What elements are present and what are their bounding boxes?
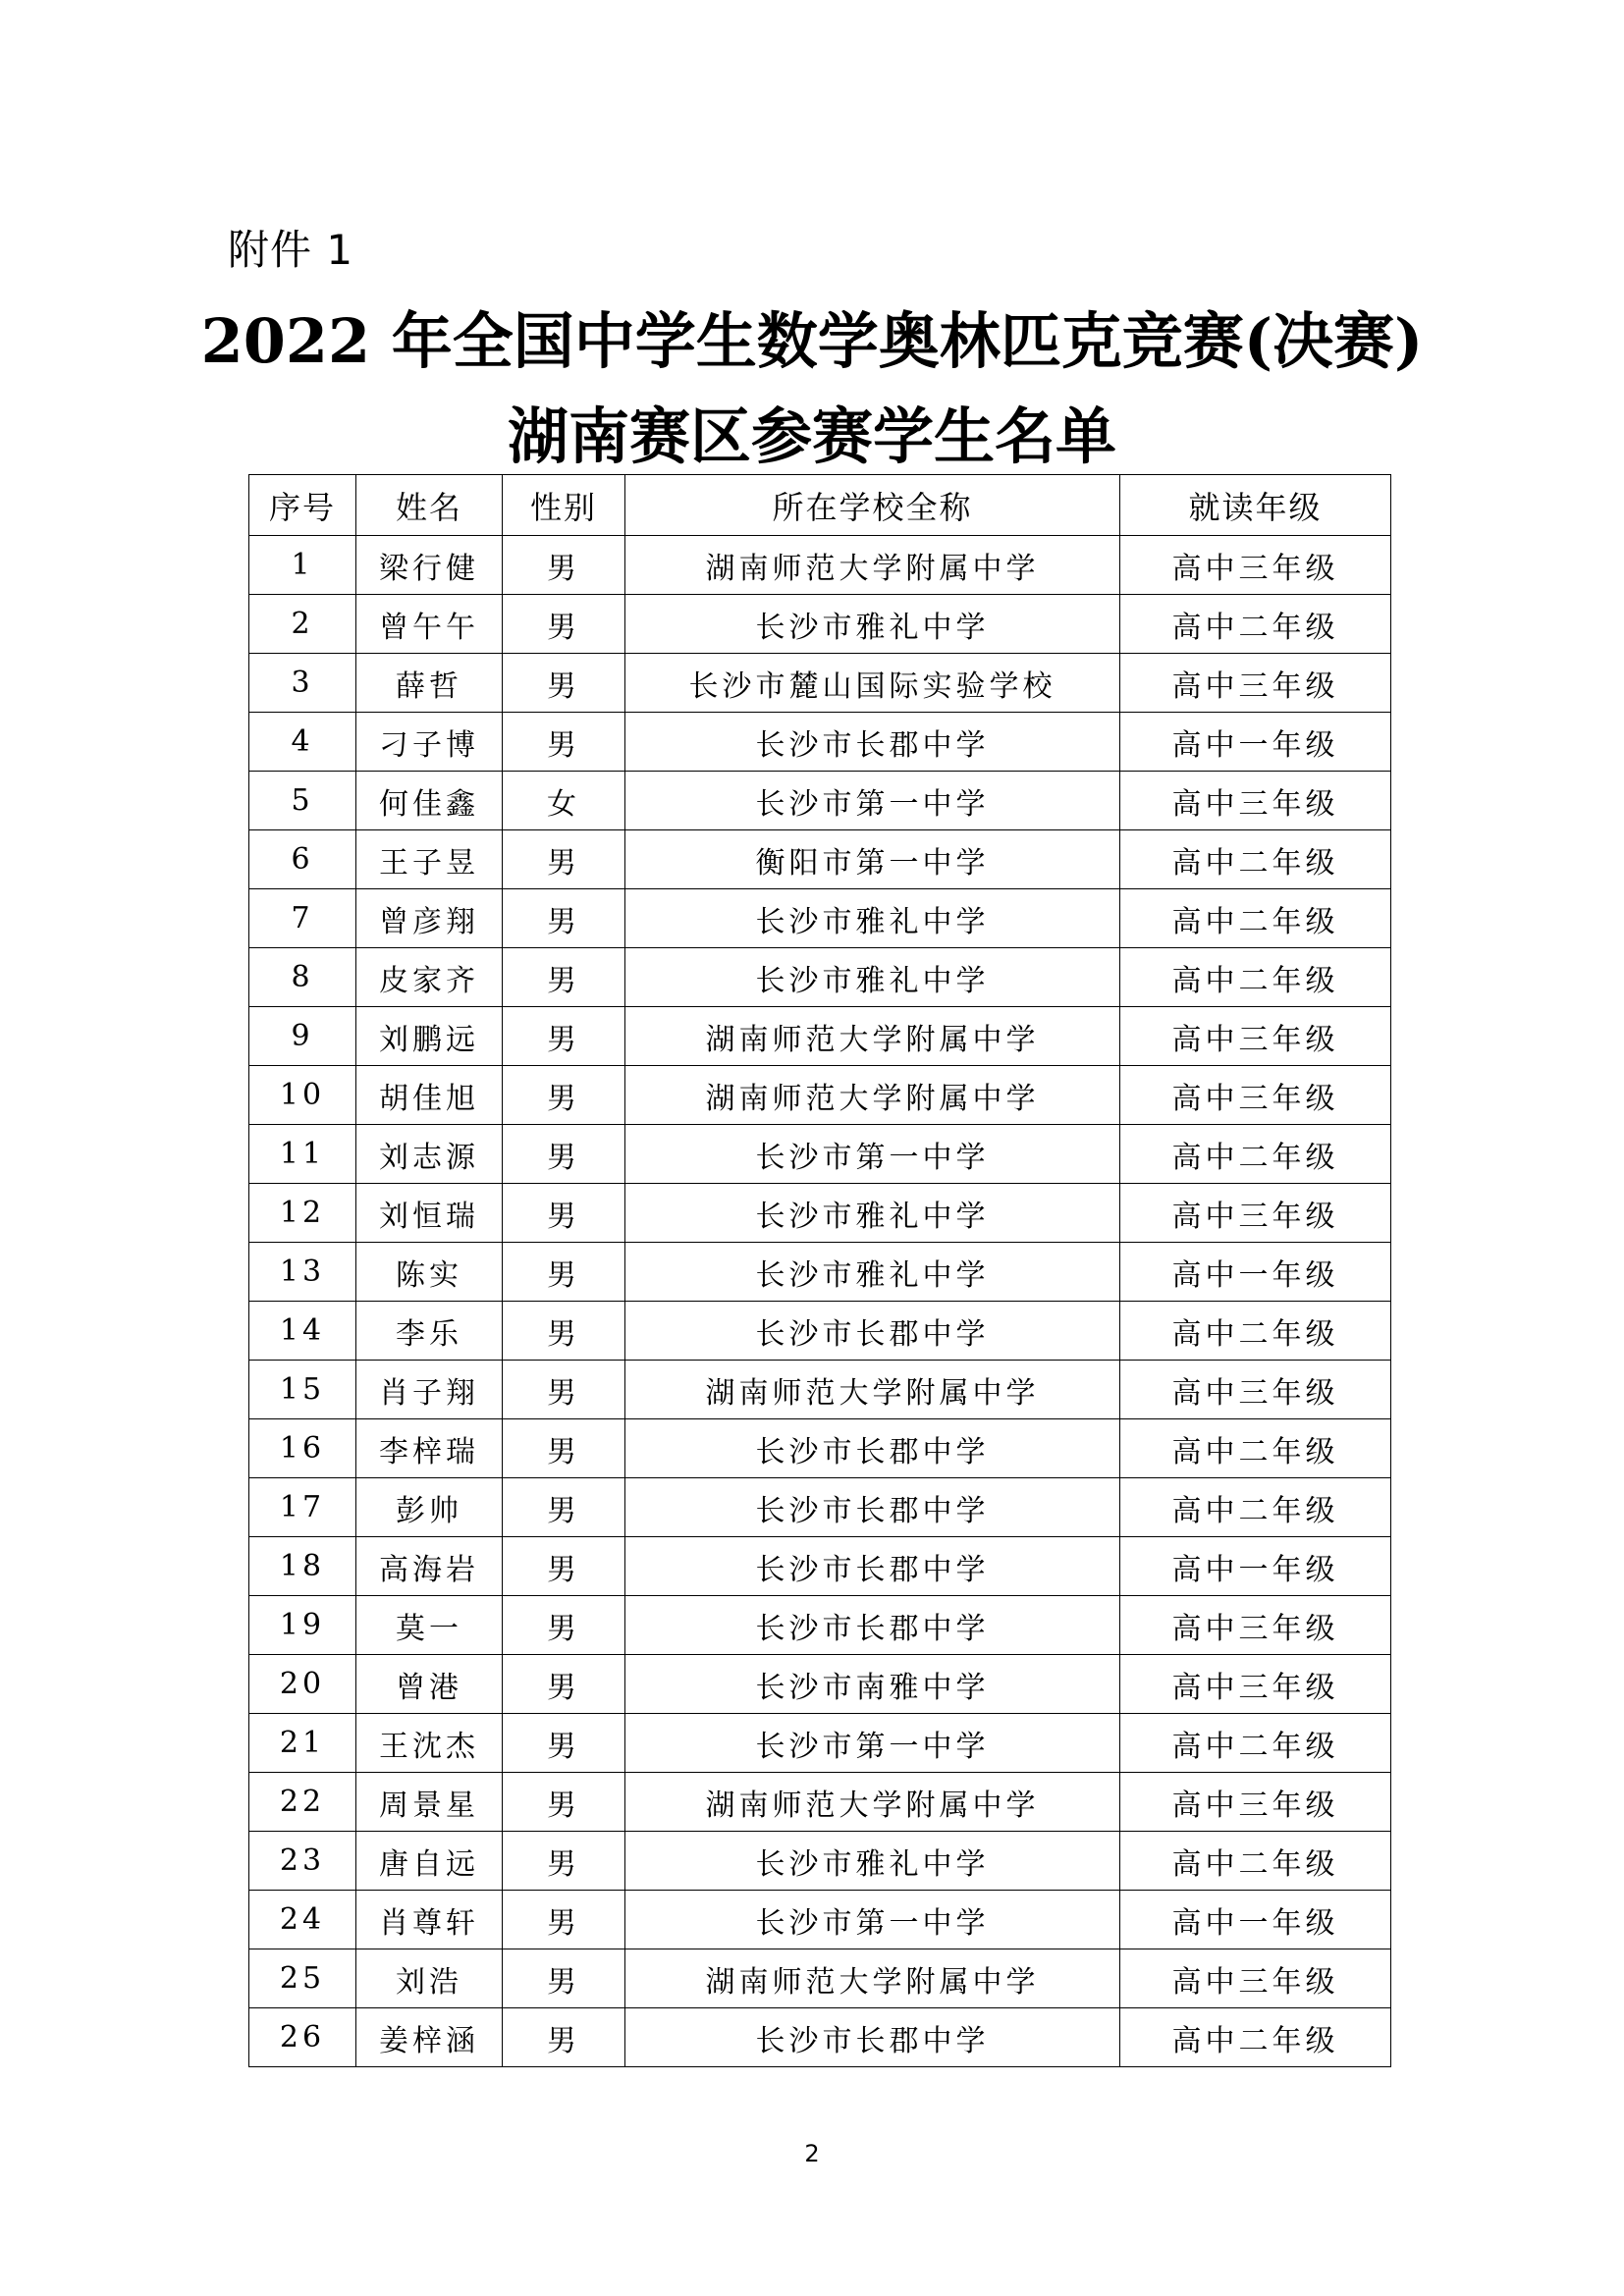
cell-name: 李梓瑞 [356, 1419, 503, 1478]
cell-name: 刘恒瑞 [356, 1184, 503, 1243]
cell-school: 湖南师范大学附属中学 [625, 1007, 1120, 1066]
cell-school: 湖南师范大学附属中学 [625, 536, 1120, 595]
cell-grade: 高中二年级 [1120, 1832, 1391, 1891]
cell-school: 湖南师范大学附属中学 [625, 1949, 1120, 2008]
cell-name: 刘志源 [356, 1125, 503, 1184]
table-row [249, 536, 1391, 595]
cell-school: 长沙市雅礼中学 [625, 889, 1120, 948]
cell-school: 长沙市麓山国际实验学校 [625, 654, 1120, 713]
cell-name: 周景星 [356, 1773, 503, 1832]
cell-name: 肖尊轩 [356, 1891, 503, 1949]
cell-name: 曾彦翔 [356, 889, 503, 948]
table-row [249, 1478, 1391, 1537]
table-header-row [249, 475, 1391, 536]
table-row [249, 1184, 1391, 1243]
cell-gender: 男 [503, 654, 625, 713]
cell-index: 20 [249, 1655, 356, 1714]
table-row [249, 1949, 1391, 2008]
table-row [249, 595, 1391, 654]
cell-gender: 男 [503, 1125, 625, 1184]
cell-name: 肖子翔 [356, 1361, 503, 1419]
cell-index: 3 [249, 654, 356, 713]
cell-gender: 男 [503, 1949, 625, 2008]
cell-gender: 男 [503, 1361, 625, 1419]
cell-grade: 高中二年级 [1120, 1419, 1391, 1478]
cell-school: 长沙市雅礼中学 [625, 1832, 1120, 1891]
cell-name: 王沈杰 [356, 1714, 503, 1773]
cell-grade: 高中三年级 [1120, 1655, 1391, 1714]
cell-index: 23 [249, 1832, 356, 1891]
cell-grade: 高中二年级 [1120, 595, 1391, 654]
student-roster-table [248, 474, 1391, 2067]
cell-school: 湖南师范大学附属中学 [625, 1361, 1120, 1419]
cell-index: 24 [249, 1891, 356, 1949]
cell-gender: 男 [503, 1832, 625, 1891]
cell-grade: 高中二年级 [1120, 1302, 1391, 1361]
cell-index: 14 [249, 1302, 356, 1361]
cell-gender: 男 [503, 830, 625, 889]
cell-name: 曾港 [356, 1655, 503, 1714]
cell-grade: 高中二年级 [1120, 1478, 1391, 1537]
cell-gender: 男 [503, 948, 625, 1007]
cell-school: 长沙市雅礼中学 [625, 948, 1120, 1007]
table-row [249, 1007, 1391, 1066]
cell-grade: 高中三年级 [1120, 1949, 1391, 2008]
cell-grade: 高中一年级 [1120, 1537, 1391, 1596]
cell-index: 12 [249, 1184, 356, 1243]
page-number: 2 [804, 2140, 820, 2167]
cell-school: 长沙市长郡中学 [625, 1596, 1120, 1655]
cell-index: 1 [249, 536, 356, 595]
cell-school: 长沙市长郡中学 [625, 2008, 1120, 2067]
cell-school: 长沙市长郡中学 [625, 1478, 1120, 1537]
cell-grade: 高中二年级 [1120, 1714, 1391, 1773]
cell-school: 长沙市雅礼中学 [625, 595, 1120, 654]
cell-gender: 男 [503, 1655, 625, 1714]
cell-grade: 高中一年级 [1120, 1243, 1391, 1302]
cell-gender: 男 [503, 713, 625, 772]
cell-name: 何佳鑫 [356, 772, 503, 830]
cell-grade: 高中一年级 [1120, 1891, 1391, 1949]
cell-index: 2 [249, 595, 356, 654]
cell-gender: 男 [503, 1537, 625, 1596]
cell-grade: 高中三年级 [1120, 1361, 1391, 1419]
cell-index: 9 [249, 1007, 356, 1066]
cell-index: 4 [249, 713, 356, 772]
cell-name: 王子昱 [356, 830, 503, 889]
cell-grade: 高中三年级 [1120, 772, 1391, 830]
cell-name: 刁子博 [356, 713, 503, 772]
cell-gender: 男 [503, 1714, 625, 1773]
cell-name: 皮家齐 [356, 948, 503, 1007]
cell-index: 18 [249, 1537, 356, 1596]
cell-grade: 高中二年级 [1120, 1125, 1391, 1184]
cell-name: 刘鹏远 [356, 1007, 503, 1066]
table-row [249, 1243, 1391, 1302]
cell-gender: 男 [503, 595, 625, 654]
cell-name: 莫一 [356, 1596, 503, 1655]
document-title-line2: 湖南赛区参赛学生名单 [507, 400, 1116, 472]
cell-index: 21 [249, 1714, 356, 1773]
table-row [249, 2008, 1391, 2067]
cell-name: 高海岩 [356, 1537, 503, 1596]
table-row [249, 1714, 1391, 1773]
table-row [249, 1832, 1391, 1891]
cell-school: 长沙市第一中学 [625, 1714, 1120, 1773]
cell-grade: 高中三年级 [1120, 1066, 1391, 1125]
cell-name: 刘浩 [356, 1949, 503, 2008]
cell-index: 26 [249, 2008, 356, 2067]
cell-gender: 男 [503, 1302, 625, 1361]
cell-school: 长沙市第一中学 [625, 1125, 1120, 1184]
table-row [249, 1125, 1391, 1184]
cell-grade: 高中一年级 [1120, 713, 1391, 772]
cell-school: 长沙市第一中学 [625, 1891, 1120, 1949]
cell-name: 薛哲 [356, 654, 503, 713]
cell-school: 长沙市第一中学 [625, 772, 1120, 830]
cell-gender: 男 [503, 1243, 625, 1302]
table-row [249, 654, 1391, 713]
cell-school: 长沙市南雅中学 [625, 1655, 1120, 1714]
table-row [249, 1891, 1391, 1949]
header-name: 姓名 [356, 475, 503, 536]
cell-name: 彭帅 [356, 1478, 503, 1537]
cell-gender: 男 [503, 536, 625, 595]
cell-grade: 高中三年级 [1120, 1184, 1391, 1243]
cell-index: 16 [249, 1419, 356, 1478]
cell-gender: 男 [503, 2008, 625, 2067]
cell-gender: 男 [503, 1007, 625, 1066]
table-row [249, 1302, 1391, 1361]
cell-gender: 男 [503, 1184, 625, 1243]
cell-gender: 男 [503, 1419, 625, 1478]
header-school: 所在学校全称 [625, 475, 1120, 536]
cell-school: 湖南师范大学附属中学 [625, 1066, 1120, 1125]
cell-index: 22 [249, 1773, 356, 1832]
cell-grade: 高中三年级 [1120, 1596, 1391, 1655]
cell-name: 梁行健 [356, 536, 503, 595]
cell-index: 19 [249, 1596, 356, 1655]
cell-name: 胡佳旭 [356, 1066, 503, 1125]
cell-school: 长沙市长郡中学 [625, 1537, 1120, 1596]
table-row [249, 830, 1391, 889]
cell-gender: 男 [503, 1891, 625, 1949]
cell-grade: 高中三年级 [1120, 654, 1391, 713]
cell-index: 10 [249, 1066, 356, 1125]
cell-index: 7 [249, 889, 356, 948]
cell-index: 11 [249, 1125, 356, 1184]
table-row [249, 1361, 1391, 1419]
cell-name: 曾午午 [356, 595, 503, 654]
header-gender: 性别 [503, 475, 625, 536]
header-grade: 就读年级 [1120, 475, 1391, 536]
cell-grade: 高中三年级 [1120, 1773, 1391, 1832]
cell-grade: 高中二年级 [1120, 889, 1391, 948]
cell-school: 湖南师范大学附属中学 [625, 1773, 1120, 1832]
cell-index: 13 [249, 1243, 356, 1302]
table-row [249, 1419, 1391, 1478]
document-title-line1: 2022 年全国中学生数学奥林匹克竞赛(决赛) [200, 305, 1424, 377]
table-row [249, 1596, 1391, 1655]
cell-grade: 高中二年级 [1120, 2008, 1391, 2067]
cell-name: 姜梓涵 [356, 2008, 503, 2067]
cell-school: 长沙市雅礼中学 [625, 1243, 1120, 1302]
cell-gender: 男 [503, 889, 625, 948]
cell-grade: 高中三年级 [1120, 1007, 1391, 1066]
cell-grade: 高中三年级 [1120, 536, 1391, 595]
attachment-label: 附件 1 [228, 226, 354, 274]
table-row [249, 1773, 1391, 1832]
header-index: 序号 [249, 475, 356, 536]
cell-name: 唐自远 [356, 1832, 503, 1891]
cell-grade: 高中二年级 [1120, 948, 1391, 1007]
cell-index: 15 [249, 1361, 356, 1419]
cell-gender: 男 [503, 1596, 625, 1655]
cell-grade: 高中二年级 [1120, 830, 1391, 889]
table-row [249, 1655, 1391, 1714]
cell-gender: 男 [503, 1773, 625, 1832]
cell-gender: 男 [503, 1478, 625, 1537]
cell-gender: 男 [503, 1066, 625, 1125]
table-row [249, 889, 1391, 948]
table-row [249, 1066, 1391, 1125]
cell-school: 长沙市长郡中学 [625, 1419, 1120, 1478]
table-row [249, 713, 1391, 772]
table-row [249, 1537, 1391, 1596]
cell-school: 长沙市长郡中学 [625, 1302, 1120, 1361]
cell-name: 李乐 [356, 1302, 503, 1361]
cell-index: 6 [249, 830, 356, 889]
cell-index: 17 [249, 1478, 356, 1537]
cell-index: 8 [249, 948, 356, 1007]
table-row [249, 948, 1391, 1007]
cell-index: 5 [249, 772, 356, 830]
cell-school: 长沙市长郡中学 [625, 713, 1120, 772]
cell-school: 长沙市雅礼中学 [625, 1184, 1120, 1243]
cell-index: 25 [249, 1949, 356, 2008]
cell-gender: 女 [503, 772, 625, 830]
table-row [249, 772, 1391, 830]
table-body [249, 536, 1391, 2067]
cell-school: 衡阳市第一中学 [625, 830, 1120, 889]
cell-name: 陈实 [356, 1243, 503, 1302]
